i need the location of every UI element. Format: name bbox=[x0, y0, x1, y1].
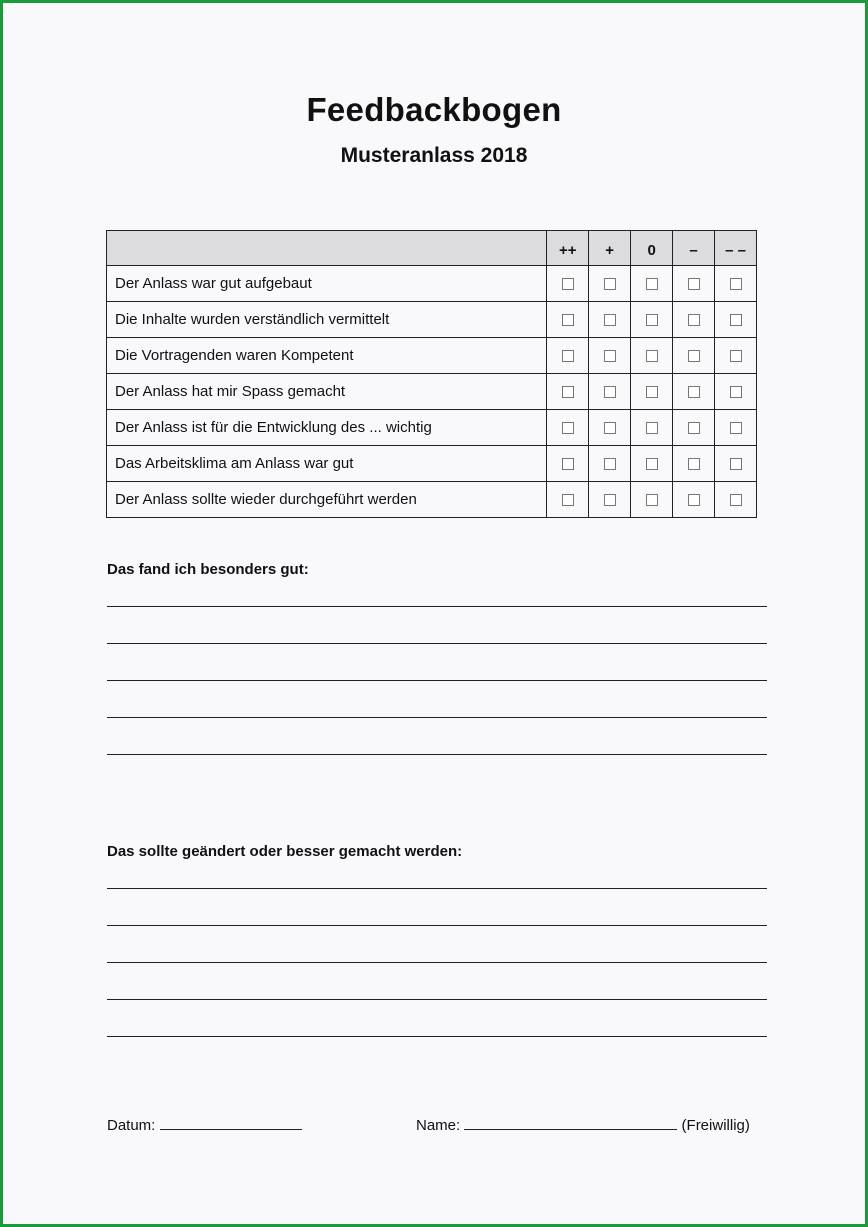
rating-statement: Das Arbeitsklima am Anlass war gut bbox=[107, 446, 547, 482]
rating-row bbox=[107, 482, 757, 518]
rating-checkbox[interactable] bbox=[646, 422, 658, 434]
rating-checkbox[interactable] bbox=[562, 458, 574, 470]
rating-checkbox[interactable] bbox=[604, 494, 616, 506]
rating-cell bbox=[589, 374, 631, 410]
rating-checkbox[interactable] bbox=[730, 314, 742, 326]
rating-checkbox[interactable] bbox=[646, 386, 658, 398]
write-line[interactable] bbox=[107, 717, 767, 718]
rating-cell bbox=[673, 266, 715, 302]
rating-cell bbox=[547, 266, 589, 302]
rating-row bbox=[107, 374, 757, 410]
rating-checkbox[interactable] bbox=[730, 386, 742, 398]
rating-cell bbox=[715, 266, 757, 302]
write-line[interactable] bbox=[107, 999, 767, 1000]
rating-cell bbox=[589, 482, 631, 518]
rating-checkbox[interactable] bbox=[688, 314, 700, 326]
rating-cell bbox=[715, 446, 757, 482]
rating-cell bbox=[631, 302, 673, 338]
rating-statement: Der Anlass sollte wieder durchgeführt werden bbox=[107, 482, 547, 518]
rating-checkbox[interactable] bbox=[562, 278, 574, 290]
page-title: Feedbackbogen bbox=[306, 91, 562, 128]
rating-cell bbox=[715, 338, 757, 374]
rating-row bbox=[107, 446, 757, 482]
header-option-neutral: 0 bbox=[631, 231, 673, 266]
rating-row bbox=[107, 338, 757, 374]
rating-checkbox[interactable] bbox=[730, 278, 742, 290]
header-option-good: + bbox=[589, 231, 631, 266]
write-line[interactable] bbox=[107, 925, 767, 926]
rating-cell bbox=[547, 374, 589, 410]
rating-checkbox[interactable] bbox=[688, 458, 700, 470]
rating-cell bbox=[673, 410, 715, 446]
rating-statement: Der Anlass hat mir Spass gemacht bbox=[107, 374, 547, 410]
header-statement-cell bbox=[107, 231, 547, 266]
rating-checkbox[interactable] bbox=[604, 314, 616, 326]
rating-row bbox=[107, 266, 757, 302]
rating-checkbox[interactable] bbox=[562, 350, 574, 362]
rating-cell bbox=[715, 482, 757, 518]
rating-checkbox[interactable] bbox=[646, 494, 658, 506]
rating-cell bbox=[631, 410, 673, 446]
write-line[interactable] bbox=[107, 962, 767, 963]
rating-cell bbox=[631, 266, 673, 302]
rating-checkbox[interactable] bbox=[604, 386, 616, 398]
rating-checkbox[interactable] bbox=[562, 494, 574, 506]
rating-cell bbox=[547, 482, 589, 518]
rating-cell bbox=[631, 338, 673, 374]
date-blank[interactable] bbox=[160, 1115, 302, 1130]
write-line[interactable] bbox=[107, 643, 767, 644]
rating-cell bbox=[631, 374, 673, 410]
rating-cell bbox=[589, 302, 631, 338]
rating-checkbox[interactable] bbox=[688, 386, 700, 398]
rating-cell bbox=[715, 302, 757, 338]
rating-table bbox=[106, 230, 757, 518]
header-option-very-bad: – – bbox=[715, 231, 757, 266]
rating-checkbox[interactable] bbox=[730, 458, 742, 470]
write-line[interactable] bbox=[107, 754, 767, 755]
write-line[interactable] bbox=[107, 1036, 767, 1037]
rating-checkbox[interactable] bbox=[688, 278, 700, 290]
rating-statement: Der Anlass war gut aufgebaut bbox=[107, 266, 547, 302]
name-blank[interactable] bbox=[464, 1115, 677, 1130]
write-line[interactable] bbox=[107, 888, 767, 889]
rating-cell bbox=[547, 338, 589, 374]
rating-checkbox[interactable] bbox=[730, 494, 742, 506]
rating-cell bbox=[547, 302, 589, 338]
rating-checkbox[interactable] bbox=[730, 422, 742, 434]
rating-cell bbox=[631, 446, 673, 482]
rating-cell bbox=[547, 446, 589, 482]
rating-checkbox[interactable] bbox=[604, 422, 616, 434]
rating-cell bbox=[589, 446, 631, 482]
rating-cell bbox=[589, 338, 631, 374]
rating-statement: Die Inhalte wurden verständlich vermittelt bbox=[107, 302, 547, 338]
write-line[interactable] bbox=[107, 606, 767, 607]
header-option-bad: – bbox=[673, 231, 715, 266]
rating-checkbox[interactable] bbox=[646, 278, 658, 290]
rating-checkbox[interactable] bbox=[688, 350, 700, 362]
improvement-feedback-label: Das sollte geändert oder besser gemacht werden: bbox=[107, 843, 463, 860]
rating-cell bbox=[673, 302, 715, 338]
header-option-very-good: ++ bbox=[547, 231, 589, 266]
rating-checkbox[interactable] bbox=[688, 494, 700, 506]
rating-checkbox[interactable] bbox=[562, 314, 574, 326]
positive-feedback-label: Das fand ich besonders gut: bbox=[107, 561, 309, 578]
date-label: Datum: bbox=[107, 1117, 156, 1134]
rating-header-row bbox=[107, 231, 757, 266]
rating-cell bbox=[589, 266, 631, 302]
rating-cell bbox=[715, 374, 757, 410]
rating-checkbox[interactable] bbox=[646, 314, 658, 326]
rating-checkbox[interactable] bbox=[730, 350, 742, 362]
rating-statement: Die Vortragenden waren Kompetent bbox=[107, 338, 547, 374]
rating-checkbox[interactable] bbox=[562, 422, 574, 434]
rating-row bbox=[107, 410, 757, 446]
rating-statement: Der Anlass ist für die Entwicklung des ... wichtig bbox=[107, 410, 547, 446]
rating-cell bbox=[589, 410, 631, 446]
write-line[interactable] bbox=[107, 680, 767, 681]
name-label: Name: bbox=[416, 1117, 461, 1134]
rating-checkbox[interactable] bbox=[646, 458, 658, 470]
rating-row bbox=[107, 302, 757, 338]
page-subtitle: Musteranlass 2018 bbox=[340, 144, 528, 167]
optional-note: (Freiwillig) bbox=[681, 1117, 750, 1134]
rating-checkbox[interactable] bbox=[688, 422, 700, 434]
rating-cell bbox=[715, 410, 757, 446]
rating-cell bbox=[673, 446, 715, 482]
rating-cell bbox=[673, 338, 715, 374]
rating-checkbox[interactable] bbox=[646, 350, 658, 362]
rating-cell bbox=[547, 410, 589, 446]
name-field bbox=[416, 1115, 750, 1134]
rating-checkbox[interactable] bbox=[604, 278, 616, 290]
rating-cell bbox=[673, 374, 715, 410]
rating-checkbox[interactable] bbox=[604, 350, 616, 362]
date-field bbox=[107, 1115, 302, 1134]
rating-cell bbox=[673, 482, 715, 518]
rating-body bbox=[107, 266, 757, 518]
rating-checkbox[interactable] bbox=[604, 458, 616, 470]
rating-checkbox[interactable] bbox=[562, 386, 574, 398]
rating-cell bbox=[631, 482, 673, 518]
